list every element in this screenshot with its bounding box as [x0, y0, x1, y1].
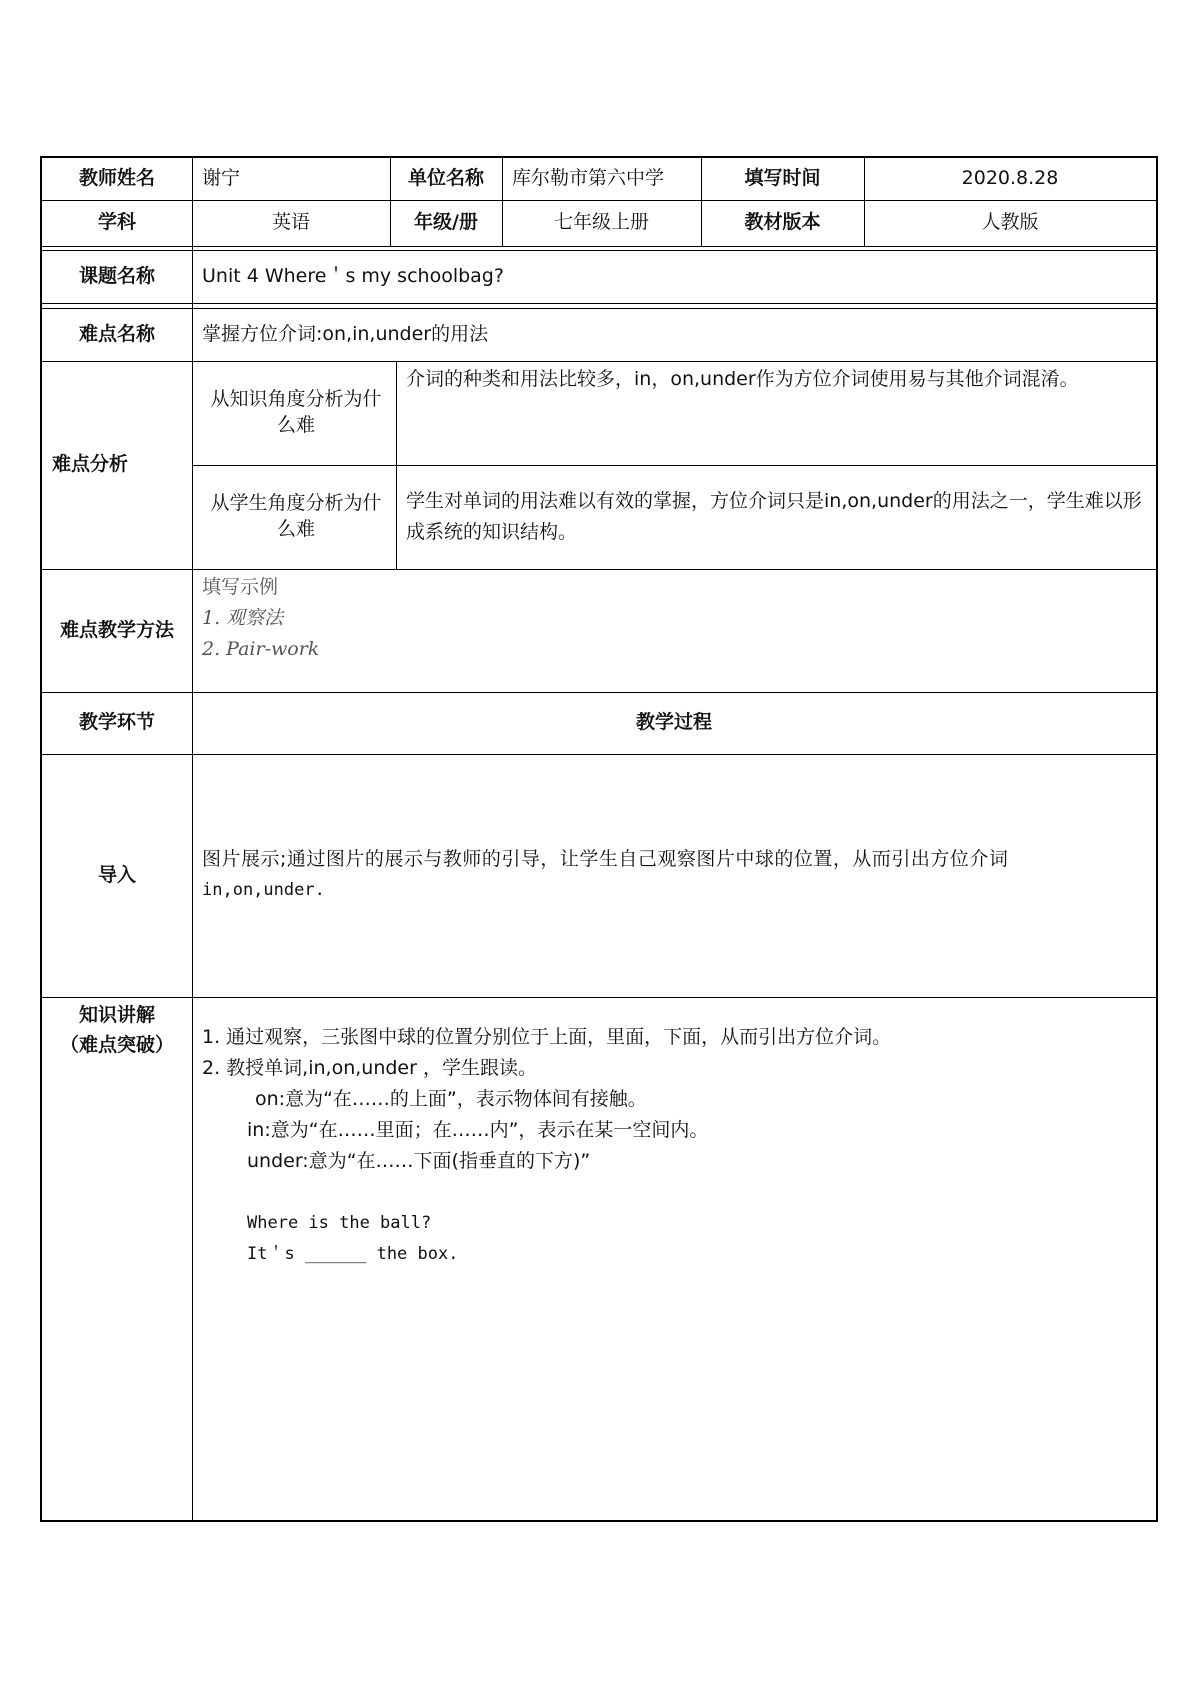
explain-line: on:意为“在……的上面”，表示物体间有接触。	[255, 1088, 647, 1110]
lesson-plan-table	[40, 156, 1158, 1522]
teacher-name-label: 教师姓名	[78, 167, 155, 190]
topic-value: Unit 4 Where＇s my schoolbag?	[202, 264, 504, 287]
example-answer: It＇s ______ the box.	[247, 1244, 459, 1264]
edition-label: 教材版本	[744, 211, 821, 234]
knowledge-angle-text: 介词的种类和用法比较多，in，on,under作为方位介词使用易与其他介词混淆。	[406, 368, 1079, 390]
row-divider	[42, 246, 1156, 247]
student-angle-text: 学生对单词的用法难以有效的掌握，方位介词只是in,on,under的用法之一，学生难以形成系统的知识结构。	[406, 490, 1142, 543]
unit-name-label: 单位名称	[407, 167, 484, 190]
grade-label: 年级/册	[414, 211, 478, 234]
explain-line: under:意为“在……下面(指垂直的下方)”	[247, 1150, 591, 1172]
subject-label: 学科	[97, 211, 136, 234]
method-example-label: 填写示例	[202, 576, 279, 598]
method-item: 1. 观察法	[202, 607, 284, 629]
row-divider	[42, 303, 1156, 304]
explain-line: in:意为“在……里面；在……内”，表示在某一空间内。	[247, 1119, 709, 1141]
stage-header: 教学环节	[78, 711, 155, 734]
explain-label-line2: （难点突破）	[59, 1034, 174, 1056]
edition-value: 人教版	[981, 211, 1039, 234]
topic-label: 课题名称	[78, 264, 155, 287]
method-label: 难点教学方法	[59, 618, 174, 641]
difficulty-value: 掌握方位介词:on,in,under的用法	[202, 322, 489, 345]
fill-date-label: 填写时间	[744, 167, 821, 190]
row-divider	[42, 997, 1156, 998]
col-divider	[396, 361, 397, 569]
fill-date-value: 2020.8.28	[961, 167, 1059, 190]
process-header: 教学过程	[635, 711, 712, 734]
method-item: 2. Pair-work	[202, 638, 320, 660]
student-angle-label: 从学生角度分析为什么难	[210, 492, 382, 540]
knowledge-angle-label: 从知识角度分析为什么难	[210, 388, 382, 436]
row-divider	[42, 569, 1156, 570]
grade-value: 七年级上册	[553, 211, 649, 234]
intro-label: 导入	[97, 863, 136, 886]
explain-label-line1: 知识讲解	[78, 1004, 155, 1026]
subject-value: 英语	[271, 211, 310, 234]
unit-name-value: 库尔勒市第六中学	[512, 167, 665, 190]
explain-line: 2. 教授单词,in,on,under ，学生跟读。	[202, 1057, 537, 1079]
analysis-label: 难点分析	[52, 453, 129, 476]
difficulty-label: 难点名称	[78, 322, 155, 345]
col-divider	[192, 158, 193, 1520]
example-question: Where is the ball?	[247, 1213, 432, 1233]
row-divider	[42, 754, 1156, 755]
intro-text-line2: in,on,under.	[202, 880, 325, 900]
teacher-name-value: 谢宁	[202, 167, 241, 190]
intro-text-line1: 图片展示;通过图片的展示与教师的引导，让学生自己观察图片中球的位置，从而引出方位介词	[202, 848, 1009, 870]
explain-line: 1. 通过观察，三张图中球的位置分别位于上面，里面，下面，从而引出方位介词。	[202, 1026, 892, 1048]
